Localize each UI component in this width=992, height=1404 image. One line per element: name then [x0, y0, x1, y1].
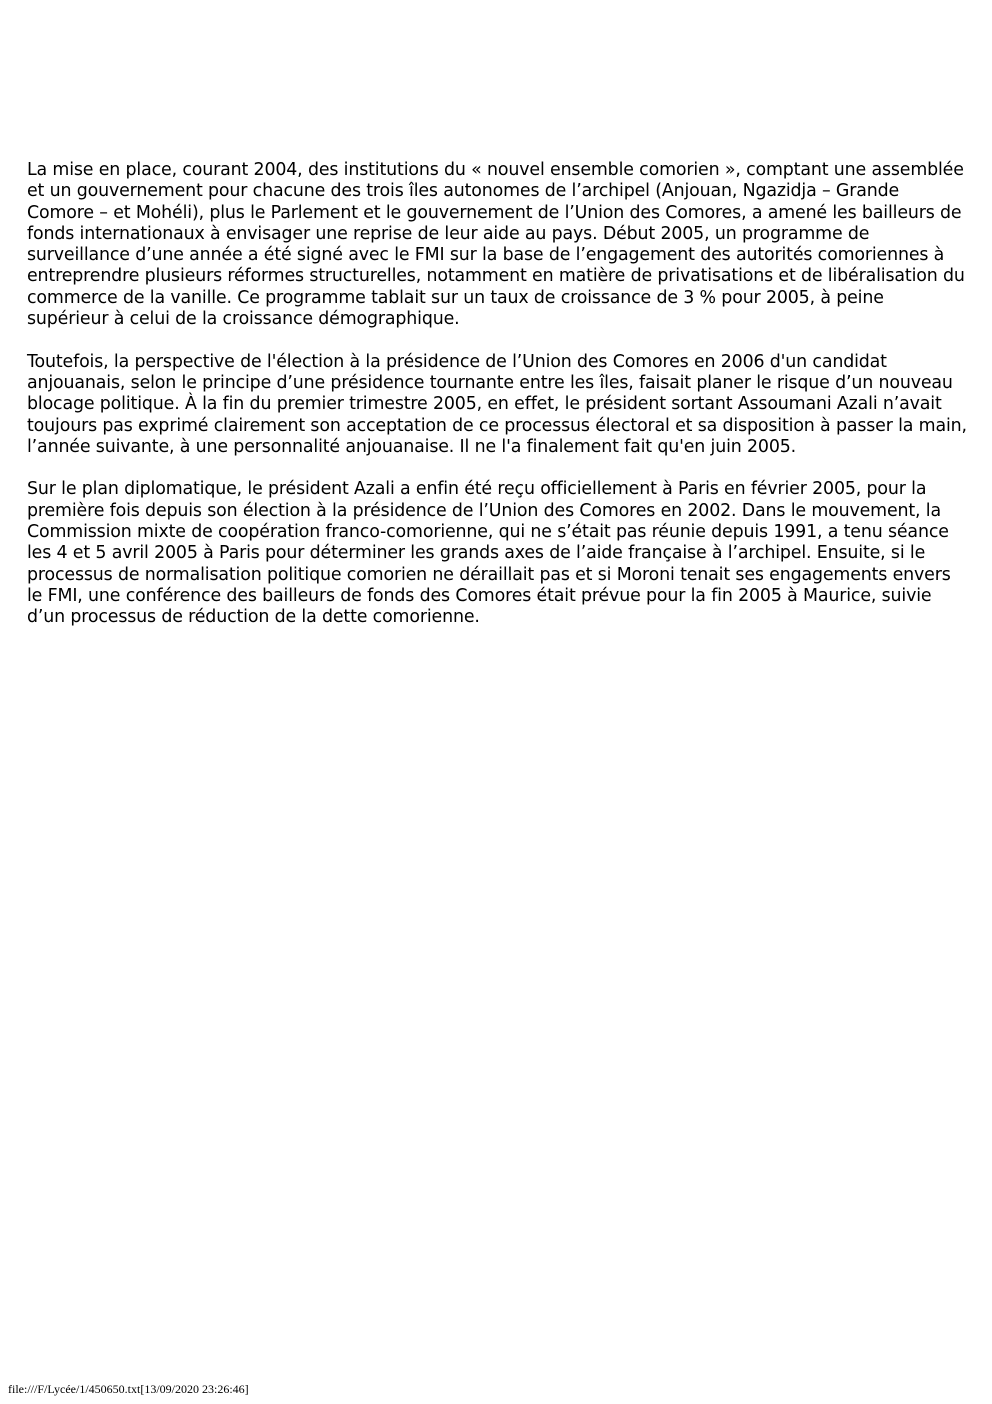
paragraph-institutions: La mise en place, courant 2004, des institutions du « nouvel ensemble comorien », comptant une assemblée et un gouvernement pour chacune des trois îles autonomes de l’archipel (Anjouan, Ngazidja – Grande Comore – et Mohéli), plus le Parlement et le gouvernement de l’Union des Comores, a amené les bailleurs de fonds internationaux à envisager une reprise de leur aide au pays. Début 2005, un programme de surveillance d’une année a été signé avec le FMI sur la base de l’engagement des autorités comoriennes à entreprendre plusieurs réformes structurelles, notamment en matière de privatisations et de libéralisation du commerce de la vanille. Ce programme tablait sur un taux de croissance de 3 % pour 2005, à peine supérieur à celui de la croissance démographique. — [27, 160, 965, 330]
paragraph-election: Toutefois, la perspective de l'élection à la présidence de l’Union des Comores en 2006 d'un candidat anjouanais, selon le principe d’une présidence tournante entre les îles, faisait planer le risque d’un nouveau blocage politique. À la fin du premier trimestre 2005, en effet, le président sortant Assoumani Azali n’avait toujours pas exprimé clairement son acceptation de ce processus électoral et sa disposition à passer la main, l’année suivante, à une personnalité anjouanaise. Il ne l'a finalement fait qu'en juin 2005. — [27, 351, 967, 457]
document-body — [27, 160, 969, 650]
file-path-footer: file:///F/Lycée/1/450650.txt[13/09/2020 23:26:46] — [8, 1382, 249, 1396]
paragraph-diplomatie: Sur le plan diplomatique, le président Azali a enfin été reçu officiellement à Paris en février 2005, pour la première fois depuis son élection à la présidence de l’Union des Comores en 2002. Dans le mouvement, la Commission mixte de coopération franco-comorienne, qui ne s’était pas réunie depuis 1991, a tenu séance les 4 et 5 avril 2005 à Paris pour déterminer les grands axes de l’aide française à l’archipel. Ensuite, si le processus de normalisation politique comorien ne déraillait pas et si Moroni tenait ses engagements envers le FMI, une conférence des bailleurs de fonds des Comores était prévue pour la fin 2005 à Maurice, suivie d’un processus de réduction de la dette comorienne. — [27, 479, 951, 628]
